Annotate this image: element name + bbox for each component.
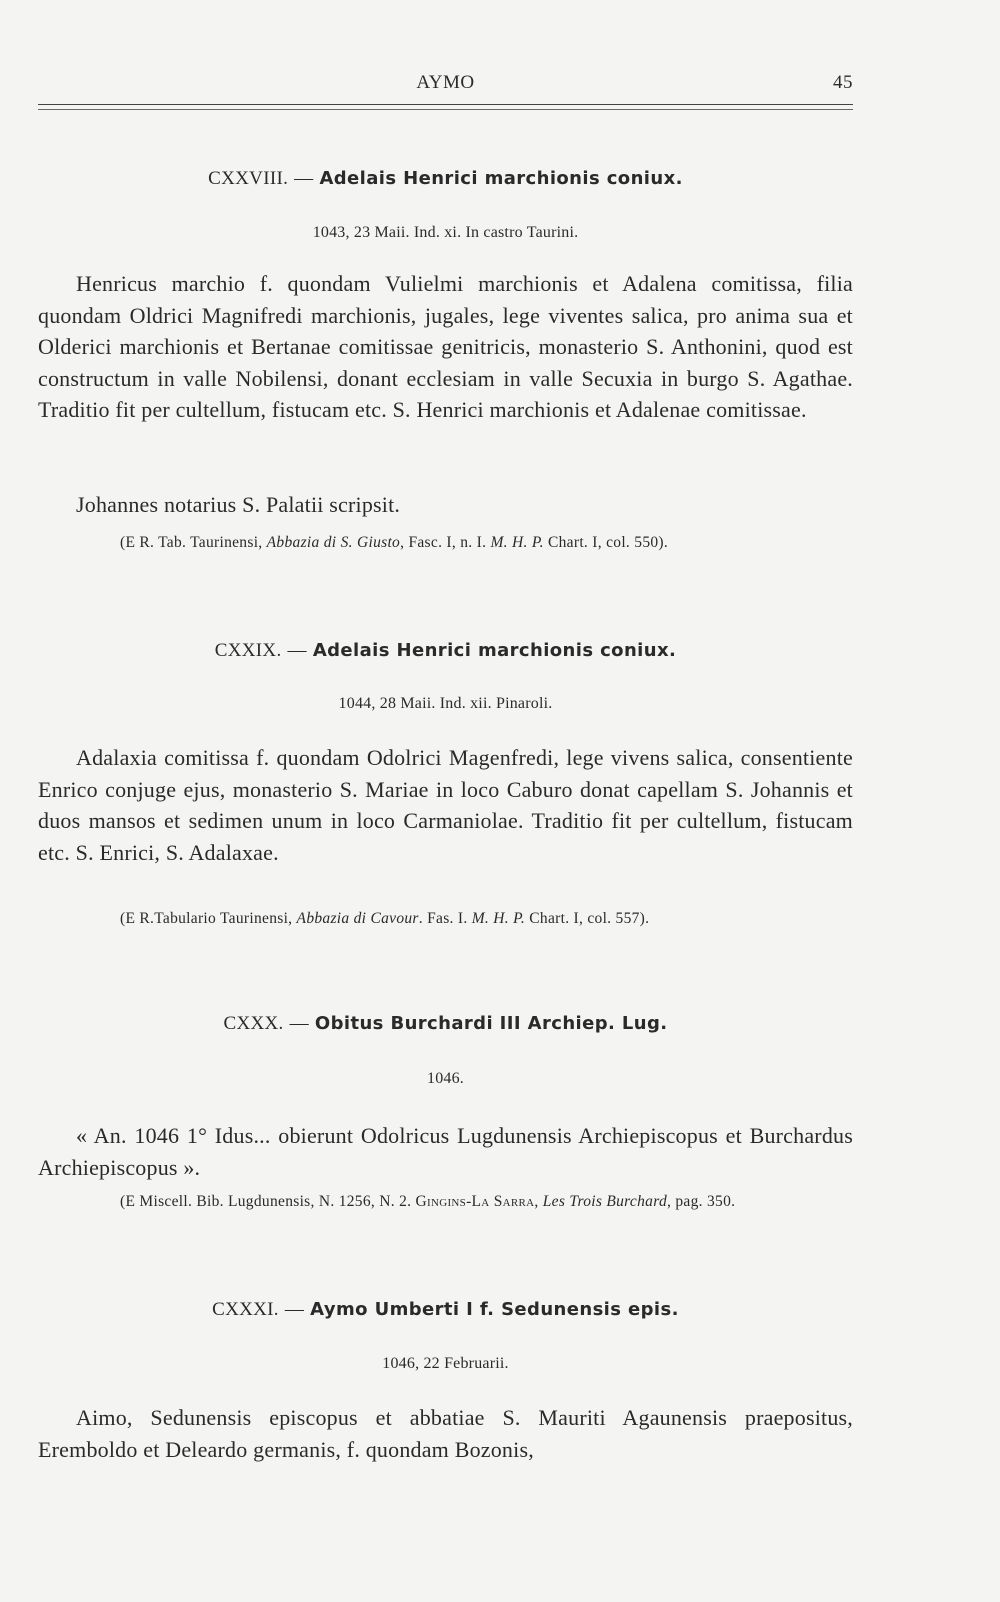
source-italic: M. H. P. [490,534,544,551]
entry-number: CXXVIII. [208,168,289,189]
entry-dateline: 1046, 22 Februarii. [382,1355,509,1372]
source-italic: M. H. P. [471,910,526,927]
source-text: Chart. I, col. 550). [543,534,669,551]
source-italic: Abbazia di Cavour [296,910,419,927]
running-head-title: AYMO [416,72,475,93]
entry-dateline: 1044, 28 Maii. Ind. xii. Pinaroli. [338,695,553,712]
entry-number: CXXX. [223,1013,284,1034]
running-head [38,72,853,102]
entry-text: Aimo, Sedunensis episcopus et abbatiae S. Mauriti Agaunensis praepositus, Eremboldo et Deleardo germanis, f. quondam Bozonis, [38,1405,853,1462]
entry-heading: CXXVIII. — Adelais Henrici marchionis coniux. [208,168,683,189]
entry-text: Adalaxia comitissa f. quondam Odolrici Magenfredi, lege vivens salica, consentiente Enrico conjuge ejus, monasterio S. Mariae in loco Caburo donat capellam S. Johannis et duos mansos et sedimen unum in loco Carmaniolae. Traditio fit per cultellum, fistucam etc. S. Enrici, S. Adalaxae. [38,745,853,865]
entry-title: Obitus Burchardi III Archiep. Lug. [314,1013,668,1034]
page-number: 45 [833,72,853,93]
header-rule [38,104,853,105]
entry-number: CXXXI. [212,1299,279,1320]
entry-source [38,907,853,930]
entry-title: Adelais Henrici marchionis coniux. [312,640,677,661]
source-smallcaps: Gingins-La Sarra [415,1193,535,1210]
entry-heading: CXXXI. — Aymo Umberti I f. Sedunensis epis. [212,1299,679,1320]
entry-text: Henricus marchio f. quondam Vulielmi marchionis et Adalena comitissa, filia quondam Oldrici Magnifredi marchionis, jugales, lege viventes salica, pro anima sua et Olderici marchionis et Bertanae comitissae genitricis, monasterio S. Anthonini, quod est constructum in valle Nobilensi, donant ecclesiam in valle Secuxia in burgo S. Agathae. Traditio fit per cultellum, fistucam etc. S. Henrici marchionis et Adalenae comitissae. [38,271,853,422]
entry-title: Adelais Henrici marchionis coniux. [319,168,683,189]
source-text: . Fas. I. [418,910,472,927]
source-text: , [534,1193,543,1210]
entry-dateline: 1043, 23 Maii. Ind. xi. In castro Taurini. [312,224,579,241]
source-text: , pag. 350. [667,1193,736,1210]
entry-heading: CXXIX. — Adelais Henrici marchionis coniux. [214,640,677,661]
entry-text: « An. 1046 1° Idus... obierunt Odolricus Lugdunensis Archiepiscopus et Burchardus Archiepiscopus ». [38,1123,853,1180]
source-text: , Fasc. I, n. I. [400,534,491,551]
source-text: (E R.Tabulario Taurinensi, [120,910,297,927]
source-text: (E Miscell. Bib. Lugdunensis, N. 1256, N. 2. [120,1193,416,1210]
entry-dateline: 1046. [427,1070,464,1087]
source-text: (E R. Tab. Taurinensi, [120,534,267,551]
page [38,0,853,1602]
entry-title: Aymo Umberti I f. Sedunensis epis. [310,1299,679,1320]
header-rule-thin [38,109,853,110]
source-text: Chart. I, col. 557). [525,910,650,927]
entry-heading: CXXX. — Obitus Burchardi III Archiep. Lug. [223,1013,668,1034]
entry-source [38,531,853,554]
source-italic: Abbazia di S. Giusto [266,534,401,551]
entry-text-signature: Johannes notarius S. Palatii scripsit. [76,492,401,517]
entry-number: CXXIX. [214,640,282,661]
entry-source [38,1190,853,1213]
source-italic: Les Trois Burchard [542,1193,668,1210]
